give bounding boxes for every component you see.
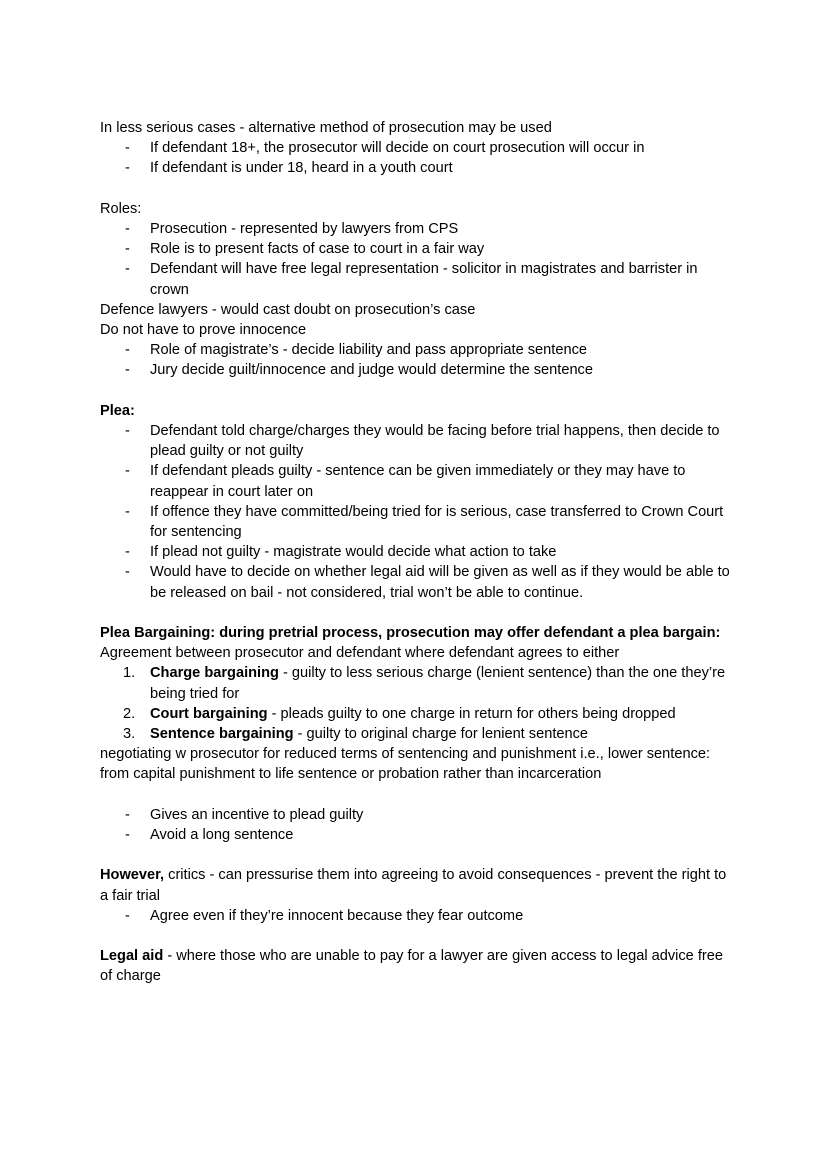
negotiating-line: negotiating w prosecutor for reduced terms of sentencing and punishment i.e., lower sentence: (100, 746, 711, 763)
roles-heading: Roles: (100, 200, 142, 217)
item-term: Charge bargaining (150, 665, 279, 682)
list-item: - If defendant pleads guilty - sentence can be given immediately or they may have to reappear in court later on (100, 461, 730, 501)
plea-bargaining-heading-text: Plea Bargaining: during pretrial process, prosecution may offer defendant a plea bargain: (100, 625, 721, 642)
list-item: - Jury decide guilt/innocence and judge would determine the sentence (100, 360, 730, 380)
however-list (100, 906, 730, 926)
item-number: 2. (123, 705, 136, 722)
list-item: - If defendant is under 18, heard in a youth court (100, 158, 730, 178)
spacer (100, 603, 730, 623)
roles-list (100, 219, 730, 300)
agreement-line: Agreement between prosecutor and defendant where defendant agrees to either (100, 645, 620, 662)
list-item: - Role of magistrate’s - decide liability and pass appropriate sentence (100, 340, 730, 360)
item-text: - guilty to original charge for lenient sentence (293, 726, 589, 743)
list-item (100, 724, 730, 744)
legal-aid-paragraph (100, 946, 730, 986)
spacer (100, 381, 730, 401)
item-text: - pleads guilty to one charge in return for others being dropped (267, 705, 676, 722)
item-term: Court bargaining (150, 705, 268, 722)
list-item: - Would have to decide on whether legal aid will be given as well as if they would be able to be released on bail - not considered, trial won’t be able to continue. (100, 562, 730, 602)
list-item: - If defendant 18+, the prosecutor will decide on court prosecution will occur in (100, 138, 730, 158)
item-number: 1. (123, 665, 136, 682)
however-term: However, (100, 867, 165, 884)
plea-heading-text: Plea: (100, 402, 135, 419)
bargaining-benefits-list (100, 805, 730, 845)
plea-bargaining-heading (100, 623, 730, 643)
capital-punishment-line: from capital punishment to life sentence or probation rather than incarceration (100, 766, 602, 783)
item-text: - guilty to less serious charge (lenient sentence) than the one they’re being tried for (150, 665, 726, 702)
intro-line: In less serious cases - alternative method of prosecution may be used (100, 120, 552, 136)
list-item: - Defendant told charge/charges they would be facing before trial happens, then decide to plead guilty or not guilty (100, 421, 730, 461)
however-paragraph (100, 865, 730, 905)
list-item: - If plead not guilty - magistrate would decide what action to take (100, 542, 730, 562)
roles-list-2 (100, 340, 730, 380)
defence-lawyers-line: Defence lawyers - would cast doubt on prosecution’s case (100, 301, 476, 318)
spacer (100, 179, 730, 199)
item-term: Sentence bargaining (150, 726, 294, 743)
innocence-line: Do not have to prove innocence (100, 322, 307, 339)
spacer (100, 785, 730, 805)
list-item: - Prosecution - represented by lawyers from CPS (100, 219, 730, 239)
list-item (100, 704, 730, 724)
plea-list (100, 421, 730, 603)
list-item (100, 663, 730, 703)
spacer (100, 926, 730, 946)
item-number: 3. (123, 726, 136, 743)
list-item: - Avoid a long sentence (100, 825, 730, 845)
spacer (100, 845, 730, 865)
list-item: - Gives an incentive to plead guilty (100, 805, 730, 825)
legal-aid-text: - where those who are unable to pay for a lawyer are given access to legal advice free of charge (100, 948, 724, 985)
list-item: - If offence they have committed/being tried for is serious, case transferred to Crown Court for sentencing (100, 502, 730, 542)
document-page (100, 118, 730, 987)
list-item: - Role is to present facts of case to court in a fair way (100, 239, 730, 259)
however-text: critics - can pressurise them into agreeing to avoid consequences - prevent the right to a fair trial (100, 867, 727, 904)
list-item: - Defendant will have free legal representation - solicitor in magistrates and barrister in crown (100, 259, 730, 299)
intro-list (100, 138, 730, 178)
legal-aid-term: Legal aid (100, 948, 164, 965)
list-item: - Agree even if they’re innocent because they fear outcome (100, 906, 730, 926)
plea-heading (100, 401, 730, 421)
bargaining-types-list (100, 663, 730, 744)
